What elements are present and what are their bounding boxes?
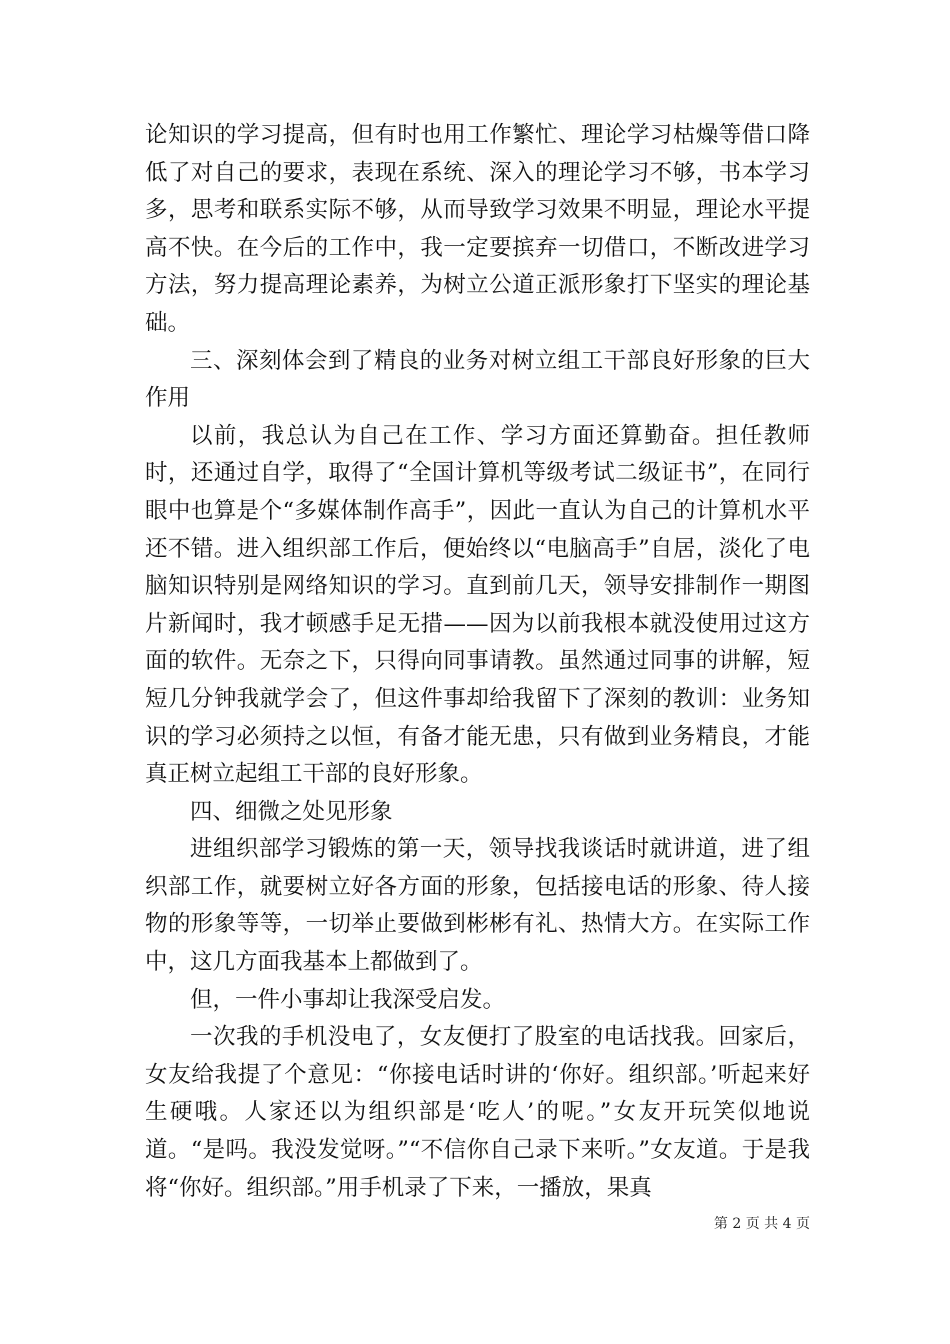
paragraph-3: 进组织部学习锻炼的第一天，领导找我谈话时就讲道，进了组织部工作，就要树立好各方面的形象，包括接电话的形象、待人接物的形象等等，一切举止要做到彬彬有礼、热情大方。在实际工作中，这几方面我基本上都做到了。: [145, 836, 810, 976]
paragraph-1: 论知识的学习提高，但有时也用工作繁忙、理论学习枯燥等借口降低了对自己的要求，表现在系统、深入的理论学习不够，书本学习多，思考和联系实际不够，从而导致学习效果不明显，理论水平提高不快。在今后的工作中，我一定要摈弃一切借口，不断改进学习方法，努力提高理论素养，为树立公道正派形象打下坚实的理论基础。: [145, 122, 810, 336]
paragraph-4: 但，一件小事却让我深受启发。: [190, 986, 506, 1013]
section-heading-3: 三、深刻体会到了精良的业务对树立组工干部良好形象的巨大作用: [145, 347, 810, 412]
page-number: 第 2 页 共 4 页: [713, 1216, 810, 1232]
document-body: [145, 117, 810, 1207]
section-heading-4: 四、细微之处见形象: [190, 798, 393, 825]
paragraph-5: 一次我的手机没电了，女友便打了股室的电话找我。回家后，女友给我提了个意见：“你接电话时讲的‘你好。组织部。’听起来好生硬哦。人家还以为组织部是‘吃人’的呢。”女友开玩笑似地说道。“是吗。我没发觉呀。”“不信你自己录下来听。”女友道。于是我将“你好。组织部。”用手机录了下来，一播放，果真: [145, 1024, 810, 1201]
paragraph-2: 以前，我总认为自己在工作、学习方面还算勤奋。担任教师时，还通过自学，取得了“全国计算机等级考试二级证书”，在同行眼中也算是个“多媒体制作高手”，因此一直认为自己的计算机水平还不错。进入组织部工作后，便始终以“电脑高手”自居，淡化了电脑知识特别是网络知识的学习。直到前几天，领导安排制作一期图片新闻时，我才顿感手足无措——因为以前我根本就没使用过这方面的软件。无奈之下，只得向同事请教。虽然通过同事的讲解，短短几分钟我就学会了，但这件事却给我留下了深刻的教训：业务知识的学习必须持之以恒，有备才能无患，只有做到业务精良，才能真正树立起组工干部的良好形象。: [145, 422, 810, 788]
